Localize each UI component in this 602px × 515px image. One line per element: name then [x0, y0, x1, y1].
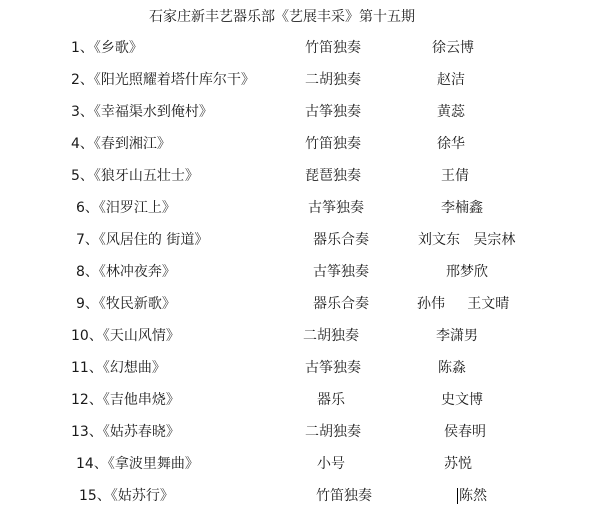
program-performer: 李楠鑫 — [441, 200, 483, 216]
program-performer: 王倩 — [441, 168, 469, 184]
program-performer-cell — [446, 261, 488, 283]
program-row — [0, 325, 602, 347]
program-form: 古筝独奏 — [305, 104, 361, 120]
program-title-cell — [71, 165, 199, 187]
program-form: 竹笛独奏 — [305, 136, 361, 152]
program-form: 小号 — [317, 456, 345, 472]
program-piece: 《姑苏春晓》 — [102, 424, 180, 440]
program-piece: 《春到湘江》 — [93, 136, 171, 152]
program-performer-cell — [441, 389, 483, 411]
program-performer: 徐云博 — [432, 40, 474, 56]
program-title-cell — [76, 293, 176, 315]
program-performer-cell — [441, 197, 483, 219]
program-performer: 苏悦 — [444, 456, 472, 472]
program-piece: 《拿波里舞曲》 — [107, 456, 199, 472]
program-performer: 赵洁 — [437, 72, 465, 88]
program-piece: 《狼牙山五壮士》 — [93, 168, 199, 184]
program-title-cell — [71, 325, 180, 347]
program-performer-cell — [437, 133, 465, 155]
program-piece: 《阳光照耀着塔什库尔干》 — [93, 72, 255, 88]
program-title-cell — [76, 453, 199, 475]
program-performer: 陈淼 — [438, 360, 466, 376]
program-row — [0, 421, 602, 443]
program-performer: 陈然 — [459, 488, 487, 504]
program-number: 5、 — [71, 168, 94, 184]
program-performer-cell — [444, 453, 472, 475]
program-row — [0, 389, 602, 411]
program-performer: 刘文东 吴宗林 — [418, 232, 516, 248]
program-piece: 《林冲夜奔》 — [98, 264, 176, 280]
program-performer: 黄蕊 — [437, 104, 465, 120]
program-number: 7、 — [76, 232, 99, 248]
program-row — [0, 229, 602, 251]
program-piece: 《幸福渠水到俺村》 — [93, 104, 213, 120]
program-title-cell — [71, 37, 143, 59]
program-form: 竹笛独奏 — [305, 40, 361, 56]
program-number: 2、 — [71, 72, 94, 88]
program-row — [0, 133, 602, 155]
program-performer: 邢梦欣 — [446, 264, 488, 280]
program-performer-cell — [441, 165, 469, 187]
program-form: 二胡独奏 — [305, 72, 361, 88]
program-number: 14、 — [76, 456, 108, 472]
program-title-cell — [71, 133, 171, 155]
program-title-cell — [71, 421, 180, 443]
text-cursor — [457, 488, 458, 504]
program-performer-cell — [432, 37, 474, 59]
program-number: 8、 — [76, 264, 99, 280]
program-piece: 《乡歌》 — [93, 40, 143, 56]
program-piece: 《幻想曲》 — [102, 360, 166, 376]
program-piece: 《天山风情》 — [102, 328, 180, 344]
program-row — [0, 197, 602, 219]
program-performer-cell — [437, 69, 465, 91]
program-form: 器乐合奏 — [313, 232, 369, 248]
program-title-cell — [71, 69, 255, 91]
program-piece: 《吉他串烧》 — [102, 392, 180, 408]
program-number: 10、 — [71, 328, 103, 344]
program-title-cell — [76, 261, 176, 283]
program-form: 琵琶独奏 — [305, 168, 361, 184]
program-row — [0, 37, 602, 59]
program-title-cell — [71, 389, 180, 411]
program-row — [0, 485, 602, 507]
program-title-cell — [71, 357, 166, 379]
program-form: 古筝独奏 — [305, 360, 361, 376]
program-performer-cell — [457, 485, 487, 507]
program-performer: 史文博 — [441, 392, 483, 408]
program-performer: 李潇男 — [436, 328, 478, 344]
program-performer: 孙伟 王文晴 — [417, 296, 510, 312]
program-title-cell — [76, 229, 208, 251]
program-number: 9、 — [76, 296, 99, 312]
program-form: 器乐 — [317, 392, 345, 408]
program-row — [0, 69, 602, 91]
page-title: 石家庄新丰艺器乐部《艺展丰采》第十五期 — [149, 9, 415, 25]
program-performer-cell — [436, 325, 478, 347]
program-performer-cell — [438, 357, 466, 379]
program-piece: 《牧民新歌》 — [98, 296, 176, 312]
program-form: 古筝独奏 — [313, 264, 369, 280]
program-form: 竹笛独奏 — [316, 488, 372, 504]
program-number: 11、 — [71, 360, 103, 376]
program-row — [0, 453, 602, 475]
program-row — [0, 261, 602, 283]
program-performer-cell — [417, 293, 509, 315]
program-number: 13、 — [71, 424, 103, 440]
program-row — [0, 357, 602, 379]
program-number: 6、 — [76, 200, 99, 216]
program-number: 3、 — [71, 104, 94, 120]
program-performer-cell — [418, 229, 515, 251]
program-form: 二胡独奏 — [305, 424, 361, 440]
program-form: 古筝独奏 — [308, 200, 364, 216]
program-title-cell — [76, 197, 176, 219]
program-piece: 《汨罗江上》 — [98, 200, 176, 216]
program-performer-cell — [444, 421, 486, 443]
program-performer: 徐华 — [437, 136, 465, 152]
program-title-cell — [79, 485, 174, 507]
program-performer-cell — [437, 101, 465, 123]
program-row — [0, 101, 602, 123]
program-number: 1、 — [71, 40, 94, 56]
program-title-cell — [71, 101, 213, 123]
program-number: 15、 — [79, 488, 111, 504]
program-form: 二胡独奏 — [303, 328, 359, 344]
program-performer: 侯春明 — [444, 424, 486, 440]
program-row — [0, 293, 602, 315]
program-row — [0, 165, 602, 187]
program-number: 12、 — [71, 392, 103, 408]
program-piece: 《风居住的 街道》 — [98, 232, 209, 248]
program-number: 4、 — [71, 136, 94, 152]
program-piece: 《姑苏行》 — [110, 488, 174, 504]
program-form: 器乐合奏 — [313, 296, 369, 312]
